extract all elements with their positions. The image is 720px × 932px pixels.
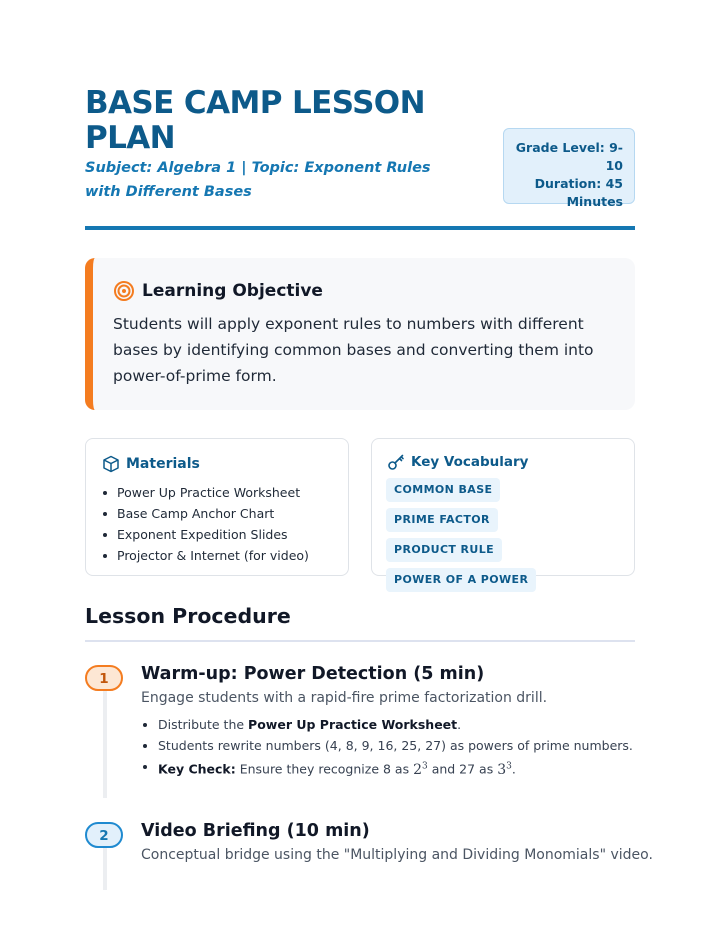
materials-title: Materials xyxy=(126,456,200,472)
box-icon xyxy=(102,455,120,473)
step-description: Conceptual bridge using the "Multiplying and Dividing Monomials" video. xyxy=(141,847,653,863)
step-number-badge: 2 xyxy=(85,822,123,848)
procedure-divider xyxy=(85,640,635,642)
materials-list xyxy=(102,482,309,566)
grade-duration-box xyxy=(503,128,635,209)
step-connector xyxy=(103,848,107,890)
vocab-chip: PRIME FACTOR xyxy=(386,508,498,532)
vocab-chip: POWER OF A POWER xyxy=(386,568,536,592)
list-item: Projector & Internet (for video) xyxy=(102,545,309,566)
key-icon xyxy=(387,453,405,471)
list-item: Power Up Practice Worksheet xyxy=(102,482,309,503)
header-divider xyxy=(85,226,635,230)
list-item: Exponent Expedition Slides xyxy=(102,524,309,545)
target-icon xyxy=(113,280,135,302)
step-title: Video Briefing (10 min) xyxy=(141,821,370,841)
vocab-chip: COMMON BASE xyxy=(386,478,500,502)
list-item: Base Camp Anchor Chart xyxy=(102,503,309,524)
materials-card xyxy=(85,438,349,576)
learning-objective-card xyxy=(85,258,635,410)
list-item: Students rewrite numbers (4, 8, 9, 16, 25, 27) as powers of prime numbers. xyxy=(141,735,633,756)
step-number-badge: 1 xyxy=(85,665,123,691)
step-connector xyxy=(103,690,107,798)
math-expression: $2^3$ xyxy=(413,761,428,778)
vocabulary-terms xyxy=(386,478,626,598)
page-title: BASE CAMP LESSON PLAN xyxy=(85,85,425,156)
step-title: Warm-up: Power Detection (5 min) xyxy=(141,664,485,684)
step-description: Engage students with a rapid-fire prime factorization drill. xyxy=(141,690,548,706)
objective-text: Students will apply exponent rules to numbers with different bases by identifying common bases and converting them into power-of-prime form. xyxy=(113,315,594,385)
lesson-header xyxy=(85,86,635,230)
grade-level: Grade Level: 9-10 xyxy=(515,140,623,173)
key-check-label: Key Check: xyxy=(158,761,236,777)
math-expression: $3^3$ xyxy=(497,761,512,778)
worksheet-name: Power Up Practice Worksheet xyxy=(248,717,458,732)
procedure-title: Lesson Procedure xyxy=(85,604,291,628)
step-bullet-list xyxy=(141,714,633,781)
vocabulary-card xyxy=(371,438,635,586)
duration: Duration: 45 Minutes xyxy=(534,176,623,209)
subject-topic: Subject: Algebra 1 | Topic: Exponent Rules with Different Bases xyxy=(85,160,431,200)
vocab-chip: PRODUCT RULE xyxy=(386,538,502,562)
list-item: Key Check: Ensure they recognize 8 as $2^3$ and 27 as $3^3$. xyxy=(141,756,633,781)
vocabulary-title: Key Vocabulary xyxy=(411,454,529,470)
list-item: Distribute the Power Up Practice Worksheet. xyxy=(141,714,633,735)
objective-title: Learning Objective xyxy=(142,281,323,301)
